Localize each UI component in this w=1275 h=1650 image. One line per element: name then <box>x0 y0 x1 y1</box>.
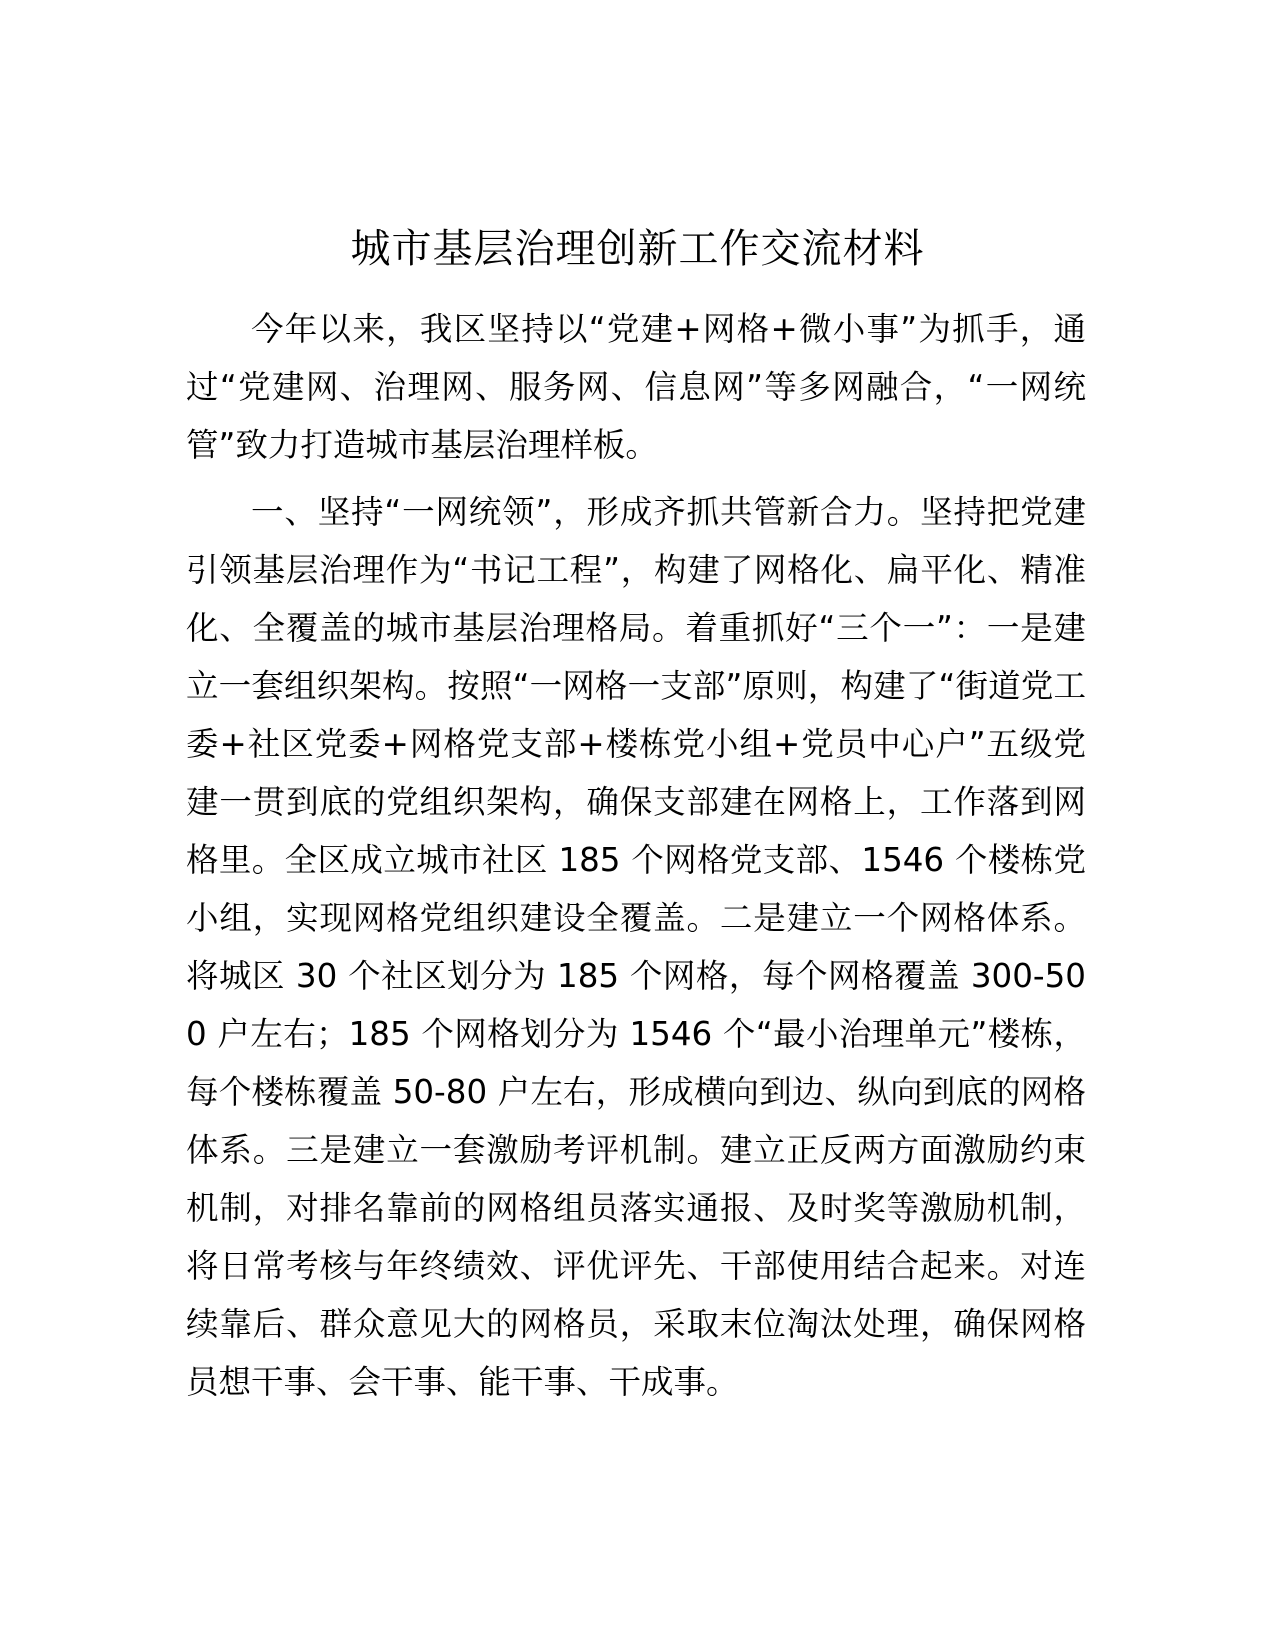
document-title: 城市基层治理创新工作交流材料 <box>350 226 925 272</box>
paragraph-section-one: 一、坚持“一网统领”，形成齐抓共管新合力。坚持把党建引领基层治理作为“书记工程”，构建了网格化、扁平化、精准化、全覆盖的城市基层治理格局。着重抓好“三个一”：一是建立一套组织架构。按照“一网格一支部”原则，构建了“街道党工委+社区党委+网格党支部+楼栋党小组+党员中心户”五级党建一贯到底的党组织架构，确保支部建在网格上，工作落到网格里。全区成立城市社区 185 个网格党支部、1546 个楼栋党小组，实现网格党组织建设全覆盖。二是建立一个网格体系。将城区 30 个社区划分为 185 个网格，每个网格覆盖 300-500 户左右；185 个网格划分为 1546 个“最小治理单元”楼栋，每个楼栋覆盖 50-80 户左右，形成横向到边、纵向到底的网格体系。三是建立一套激励考评机制。建立正反两方面激励约束机制，对排名靠前的网格组员落实通报、及时奖等激励机制，将日常考核与年终绩效、评优评先、干部使用结合起来。对连续靠后、群众意见大的网格员，采取末位淘汰处理，确保网格员想干事、会干事、能干事、干成事。 <box>186 493 1086 1401</box>
document-body <box>186 300 1086 1411</box>
paragraph-intro: 今年以来，我区坚持以“党建+网格+微小事”为抓手，通过“党建网、治理网、服务网、信息网”等多网融合，“一网统管”致力打造城市基层治理样板。 <box>186 310 1086 464</box>
